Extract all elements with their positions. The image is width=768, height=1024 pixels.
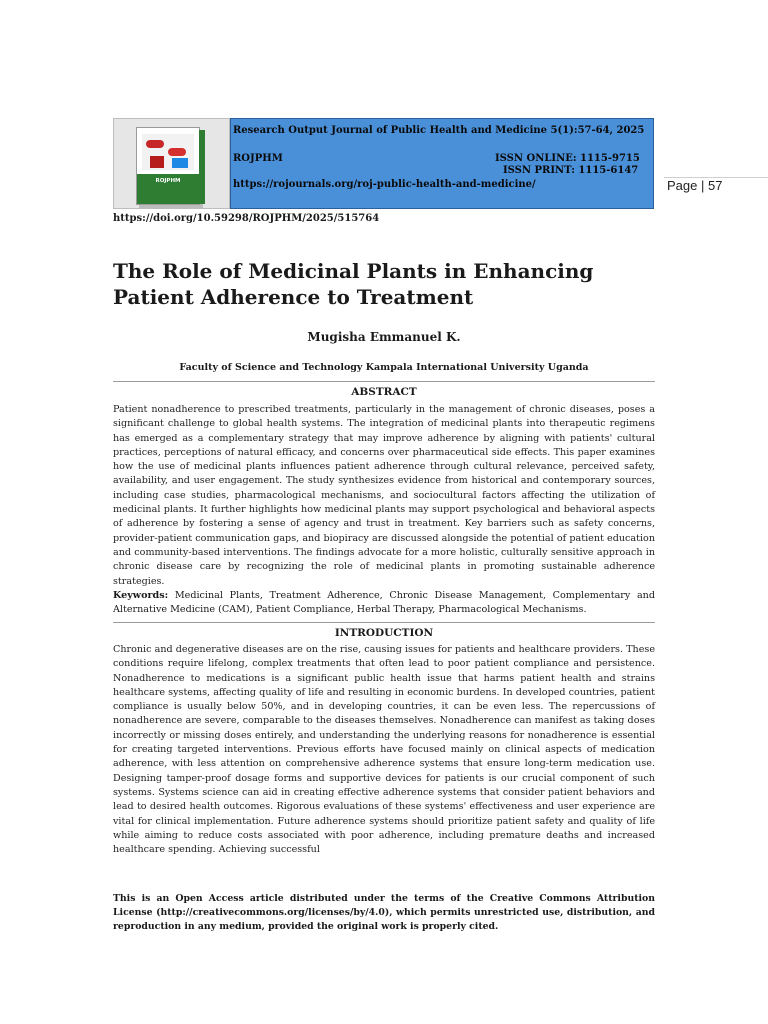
journal-cover-image: [113, 118, 230, 209]
article-title: The Role of Medicinal Plants in Enhancing Patient Adherence to Treatment: [113, 259, 594, 309]
introduction-top-rule: [113, 622, 655, 623]
cover-pill-shape: [168, 148, 186, 156]
cover-book-spine: [199, 130, 205, 204]
cover-pill-shape: [146, 140, 164, 148]
abstract-heading: ABSTRACT: [351, 386, 417, 398]
journal-citation: Research Output Journal of Public Health and Medicine 5(1):57-64, 2025: [233, 125, 645, 136]
cover-band: [137, 174, 199, 204]
introduction-heading: INTRODUCTION: [334, 627, 434, 639]
issn-online: ISSN ONLINE: 1115-9715: [495, 153, 640, 164]
keywords-line: [113, 589, 655, 618]
issn-print: ISSN PRINT: 1115-6147: [503, 165, 639, 176]
journal-url-link[interactable]: https://rojournals.org/roj-public-health-and-medicine/: [233, 179, 536, 190]
doi-link[interactable]: https://doi.org/10.59298/ROJPHM/2025/515764: [113, 213, 380, 224]
cover-book: [136, 127, 200, 205]
abstract-text: Patient nonadherence to prescribed treatments, particularly in the management of chronic diseases, poses a significant challenge to global health systems. The integration of medicinal plants into therapeutic regimens has emerged as a complementary strategy that may improve adherence by aligning with patients' cultural practices, perceptions of natural efficacy, and concerns over pharmaceutical side effects. This paper examines how the use of medicinal plants influences patient adherence through cultural relevance, perceived safety, availability, and user engagement. The study synthesizes evidence from historical and contemporary sources, including case studies, pharmacological mechanisms, and sociocultural factors affecting the utilization of medicinal plants. It further highlights how medicinal plants may support psychological and behavioral aspects of adherence by fostering a sense of agency and trust in treatment. Key barriers such as safety concerns, provider-patient communication gaps, and biopiracy are discussed alongside the potential of patient education and community-based interventions. The findings advocate for a more holistic, culturally sensitive approach in chronic disease care by recognizing the role of medicinal plants in promoting sustainable adherence strategies.: [113, 404, 655, 587]
cover-box-shape: [150, 156, 164, 168]
cover-box-shape: [172, 158, 188, 168]
keywords-text: Medicinal Plants, Treatment Adherence, Chronic Disease Management, Complementary and Alternative Medicine (CAM), Patient Compliance, Herbal Therapy, Pharmacological Mechanisms.: [113, 590, 655, 616]
page-number: Page | 57: [667, 178, 723, 193]
journal-abbrev: ROJPHM: [233, 153, 283, 164]
abstract-top-rule: [113, 381, 655, 382]
journal-header-box: [230, 118, 654, 209]
license-notice: This is an Open Access article distributed under the terms of the Creative Commons Attribution License (http://creativecommons.org/licenses/by/4.0), which permits unrestricted use, distribution, and reproduction in any medium, provided the original work is properly cited.: [113, 893, 655, 932]
author-affiliation: Faculty of Science and Technology Kampala International University Uganda: [179, 362, 589, 373]
cover-medicine-picture: [142, 134, 194, 170]
introduction-text: Chronic and degenerative diseases are on the rise, causing issues for patients and healthcare providers. These conditions require lifelong, complex treatments that often lead to poor patient compliance and persistence. Nonadherence to medications is a significant public health issue that harms patient health and strains healthcare systems, affecting quality of life and resulting in economic burdens. In developed countries, patient compliance is usually below 50%, and in developing countries, it can be even less. The repercussions of nonadherence are severe, comparable to the diseases themselves. Nonadherence can manifest as taking doses incorrectly or missing doses entirely, and understanding the underlying reasons for nonadherence is essential for creating targeted interventions. Previous efforts have focused mainly on clinical aspects of medication adherence, with less attention on comprehensive adherence systems that ensure long-term medication use. Designing tamper-proof dosage forms and supportive devices for patients is our crucial component of such systems. Systems science can aid in creating effective adherence systems that consider patient behaviors and lead to desired health outcomes. Rigorous evaluations of these systems' effectiveness and user experience are vital for clinical implementation. Future adherence systems should prioritize patient safety and quality of life while aiming to reduce costs associated with poor adherence, including premature deaths and increased healthcare spending. Achieving successful: [113, 644, 655, 856]
author-name: Mugisha Emmanuel K.: [307, 330, 461, 344]
keywords-label: Keywords:: [113, 590, 169, 601]
cover-brand: ROJPHM: [155, 178, 181, 184]
